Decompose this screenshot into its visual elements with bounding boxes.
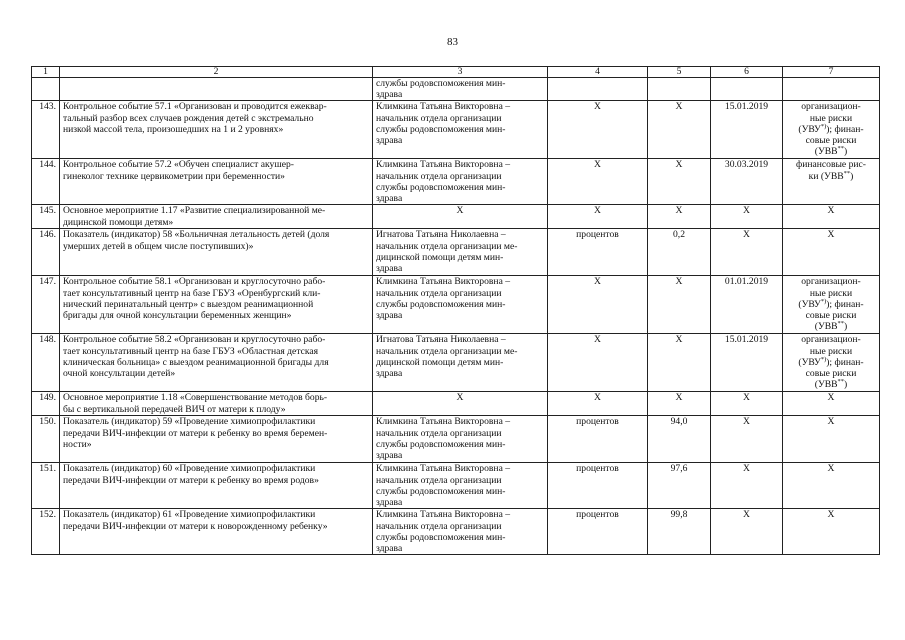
page-number: 83 <box>447 36 458 48</box>
risk-cell <box>783 334 880 392</box>
table-row <box>32 509 880 555</box>
col-header: 4 <box>548 67 648 78</box>
col-header: 5 <box>648 67 711 78</box>
risk-text: ные риски <box>809 345 853 357</box>
unit-cell: процентов <box>548 229 648 276</box>
unit-cell: Х <box>548 334 648 392</box>
responsible-cell: Климкина Татьяна Викторовна – начальник отдела организации службы родовспоможения мин- здрава <box>373 509 548 555</box>
value-cell: Х <box>648 276 711 334</box>
value-cell: Х <box>648 334 711 392</box>
responsible-cell: Климкина Татьяна Викторовна – начальник отдела организации службы родовспоможения мин- здрава <box>373 463 548 509</box>
date-cell: Х <box>711 229 783 276</box>
header-row <box>32 67 880 78</box>
event-name-cell: Контрольное событие 57.2 «Обучен специалист акушер- гинеколог технике цервикометрии при беременности» <box>60 159 373 205</box>
risk-text: ) <box>844 146 848 158</box>
table-row <box>32 205 880 229</box>
row-number-cell: 145. <box>32 205 60 229</box>
risk-superscript: ** <box>837 378 845 386</box>
table-row <box>32 229 880 276</box>
risk-cell: Х <box>783 416 880 463</box>
unit-cell: Х <box>548 205 648 229</box>
risk-superscript: ** <box>837 320 845 328</box>
responsible-cell: Игнатова Татьяна Николаевна – начальник отдела организации ме- дицинской помощи детям мин- здрава <box>373 334 548 392</box>
table-row <box>32 159 880 205</box>
risk-text: ) <box>844 379 848 391</box>
value-cell: Х <box>648 392 711 416</box>
risk-cell <box>783 101 880 159</box>
date-cell: 15.01.2019 <box>711 101 783 159</box>
table-row <box>32 392 880 416</box>
responsible-cell: Игнатова Татьяна Николаевна – начальник отдела организации ме- дицинской помощи детям мин- здрава <box>373 229 548 276</box>
date-cell: 30.03.2019 <box>711 159 783 205</box>
row-number-cell: 147. <box>32 276 60 334</box>
row-number-cell: 148. <box>32 334 60 392</box>
event-name-cell: Показатель (индикатор) 58 «Больничная летальность детей (доля умерших детей в общем числе поступивших)» <box>60 229 373 276</box>
date-cell: Х <box>711 392 783 416</box>
risk-text: совые риски <box>805 368 857 380</box>
table-row <box>32 463 880 509</box>
risk-cell: Х <box>783 392 880 416</box>
risk-superscript: *) <box>820 122 827 130</box>
risk-text: (УВУ <box>798 356 821 368</box>
col-header: 1 <box>32 67 60 78</box>
col-header: 6 <box>711 67 783 78</box>
col-header: 3 <box>373 67 548 78</box>
risk-cell: Х <box>783 205 880 229</box>
date-cell: Х <box>711 463 783 509</box>
risk-text: ); финан- <box>826 123 864 135</box>
row-number-cell: 146. <box>32 229 60 276</box>
unit-cell: Х <box>548 276 648 334</box>
row-number-cell: 143. <box>32 101 60 159</box>
table-row <box>32 276 880 334</box>
row-number-cell: 152. <box>32 509 60 555</box>
risk-cell: Х <box>783 509 880 555</box>
unit-cell: Х <box>548 159 648 205</box>
event-name-cell: Показатель (индикатор) 61 «Проведение химиопрофилактики передачи ВИЧ-инфекции от матери к новорожденному ребенку» <box>60 509 373 555</box>
unit-cell: Х <box>548 392 648 416</box>
value-cell: Х <box>648 205 711 229</box>
risk-text: (УВУ <box>798 123 821 135</box>
responsible-cell: Климкина Татьяна Викторовна – начальник отдела организации службы родовспоможения мин- здрава <box>373 159 548 205</box>
value-cell: 97,6 <box>648 463 711 509</box>
event-name-cell: Основное мероприятие 1.17 «Развитие специализированной ме- дицинской помощи детям» <box>60 205 373 229</box>
unit-cell: процентов <box>548 416 648 463</box>
risk-superscript: ** <box>837 145 845 153</box>
row-number-cell: 151. <box>32 463 60 509</box>
unit-cell: процентов <box>548 509 648 555</box>
event-name-cell: Контрольное событие 58.2 «Организован и круглосуточно рабо- тает консультативный центр на базе ГБУЗ «Областная детская клиническая больница» с выездом реанимационной бригады для очной консультации детей» <box>60 334 373 392</box>
responsible-cell: Климкина Татьяна Викторовна – начальник отдела организации службы родовспоможения мин- здрава <box>373 276 548 334</box>
col-header: 7 <box>783 67 880 78</box>
risk-cell: Х <box>783 463 880 509</box>
event-name-cell: Показатель (индикатор) 60 «Проведение химиопрофилактики передачи ВИЧ-инфекции от матери к ребенку во время родов» <box>60 463 373 509</box>
risk-text: финансовые рис- <box>796 159 866 171</box>
responsible-cell: Х <box>373 205 548 229</box>
event-name-cell: Контрольное событие 57.1 «Организован и проводится ежеквар- тальный разбор всех случаев рождения детей с экстремально низкой массой тела, произошедших на 1 и 2 уровнях» <box>60 101 373 159</box>
continuation-row <box>32 78 880 101</box>
date-cell: 15.01.2019 <box>711 334 783 392</box>
risk-text: организацион- <box>801 276 861 288</box>
date-cell: Х <box>711 205 783 229</box>
unit-cell: Х <box>548 101 648 159</box>
risk-text: ки (УВВ <box>808 170 844 182</box>
date-cell: Х <box>711 509 783 555</box>
event-name-cell: Контрольное событие 58.1 «Организован и круглосуточно рабо- тает консультативный центр на базе ГБУЗ «Оренбургский кли- нический перинатальный центр» с выездом реанимационной бригады для очной консультации беременных женщин» <box>60 276 373 334</box>
risk-text: организацион- <box>801 101 861 113</box>
col-header: 2 <box>60 67 373 78</box>
date-cell: 01.01.2019 <box>711 276 783 334</box>
risk-text: организацион- <box>801 334 861 346</box>
value-cell: Х <box>648 159 711 205</box>
value-cell: 99,8 <box>648 509 711 555</box>
value-cell: 94,0 <box>648 416 711 463</box>
event-name-cell: Основное мероприятие 1.18 «Совершенствование методов борь- бы с вертикальной передачей ВИЧ от матери к плоду» <box>60 392 373 416</box>
risk-text: (УВВ <box>814 146 838 158</box>
risk-superscript: *) <box>820 355 827 363</box>
value-cell: Х <box>648 101 711 159</box>
risk-text: ные риски <box>809 112 853 124</box>
responsible-cell: Х <box>373 392 548 416</box>
risk-cell <box>783 159 880 205</box>
risk-text: (УВВ <box>814 321 838 333</box>
table-row <box>32 334 880 392</box>
responsible-cell: Климкина Татьяна Викторовна – начальник отдела организации службы родовспоможения мин- здрава <box>373 416 548 463</box>
row-number-cell: 149. <box>32 392 60 416</box>
risk-text: (УВУ <box>798 298 821 310</box>
row-number-cell: 144. <box>32 159 60 205</box>
risk-text: совые риски <box>805 310 857 322</box>
responsible-cell: службы родовспоможения мин- здрава <box>373 78 548 101</box>
date-cell: Х <box>711 416 783 463</box>
risk-text: совые риски <box>805 135 857 147</box>
risk-text: ные риски <box>809 287 853 299</box>
value-cell: 0,2 <box>648 229 711 276</box>
risk-text: ) <box>844 321 848 333</box>
row-number-cell: 150. <box>32 416 60 463</box>
risk-cell: Х <box>783 229 880 276</box>
risk-text: ) <box>850 170 854 182</box>
risk-superscript: ** <box>843 169 851 177</box>
unit-cell: процентов <box>548 463 648 509</box>
event-name-cell: Показатель (индикатор) 59 «Проведение химиопрофилактики передачи ВИЧ-инфекции от матери к ребенку во время беремен- ности» <box>60 416 373 463</box>
risk-cell <box>783 276 880 334</box>
risk-superscript: *) <box>820 297 827 305</box>
events-table <box>31 66 880 555</box>
risk-text: ); финан- <box>826 356 864 368</box>
responsible-cell: Климкина Татьяна Викторовна – начальник отдела организации службы родовспоможения мин- здрава <box>373 101 548 159</box>
table-row <box>32 101 880 159</box>
risk-text: (УВВ <box>814 379 838 391</box>
table-row <box>32 416 880 463</box>
risk-text: ); финан- <box>826 298 864 310</box>
